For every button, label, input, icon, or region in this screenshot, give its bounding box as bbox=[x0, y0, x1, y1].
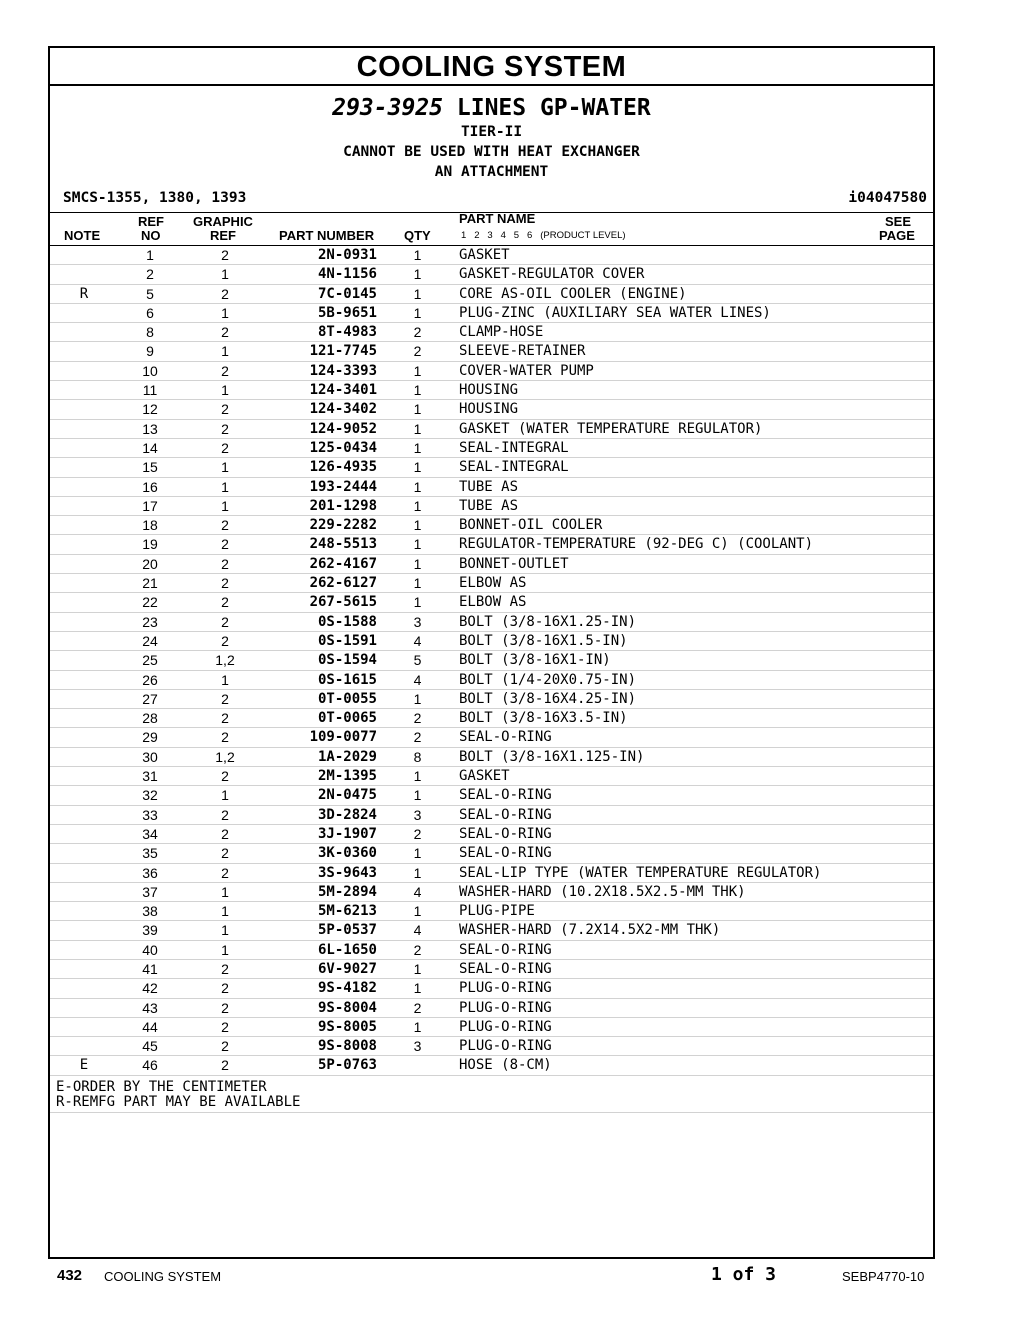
row-part-name: BOLT (3/8-16X1.25-IN) bbox=[459, 613, 637, 630]
row-graphic-ref: 1 bbox=[221, 459, 229, 476]
table-row bbox=[50, 960, 933, 979]
row-part-number: 0T-0055 bbox=[317, 690, 377, 707]
row-qty: 1 bbox=[413, 575, 422, 592]
row-part-number: 0S-1594 bbox=[317, 652, 377, 669]
row-part-name: BOLT (3/8-16X1.125-IN) bbox=[459, 748, 645, 765]
row-ref-no: 34 bbox=[142, 825, 158, 842]
note-e: E-ORDER BY THE CENTIMETER bbox=[56, 1078, 267, 1095]
table-row bbox=[50, 323, 933, 342]
row-part-name: TUBE AS bbox=[459, 478, 519, 495]
table-row bbox=[50, 941, 933, 960]
row-graphic-ref: 1 bbox=[221, 903, 229, 920]
footer-page-number: 432 bbox=[57, 1267, 83, 1284]
row-part-name: GASKET bbox=[459, 768, 510, 785]
row-graphic-ref: 1,2 bbox=[215, 652, 235, 669]
table-row bbox=[50, 864, 933, 883]
row-graphic-ref: 1 bbox=[221, 343, 229, 360]
row-ref-no: 28 bbox=[142, 710, 158, 727]
col-qty: QTY bbox=[404, 228, 431, 243]
row-part-name: ELBOW AS bbox=[459, 594, 527, 611]
row-ref-no: 1 bbox=[146, 247, 154, 263]
row-ref-no: 15 bbox=[142, 459, 158, 476]
table-row bbox=[50, 342, 933, 361]
row-part-name: REGULATOR-TEMPERATURE (92-DEG C) (COOLANT) bbox=[459, 536, 814, 553]
row-part-number: 126-4935 bbox=[309, 459, 377, 476]
table-row bbox=[50, 574, 933, 593]
row-part-number: 262-4167 bbox=[309, 555, 377, 572]
row-qty: 1 bbox=[413, 903, 422, 920]
row-qty: 4 bbox=[413, 632, 422, 649]
row-qty: 1 bbox=[413, 285, 422, 302]
row-part-name: SEAL-INTEGRAL bbox=[459, 459, 569, 476]
row-graphic-ref: 1 bbox=[221, 941, 229, 958]
row-ref-no: 8 bbox=[146, 324, 154, 341]
row-part-number: 9S-8005 bbox=[317, 1018, 377, 1035]
row-graphic-ref: 1,2 bbox=[215, 748, 235, 765]
row-qty: 1 bbox=[413, 960, 422, 977]
row-qty: 2 bbox=[413, 343, 422, 360]
row-ref-no: 5 bbox=[146, 285, 154, 302]
row-qty: 1 bbox=[413, 266, 422, 283]
group-name: LINES GP-WATER bbox=[456, 95, 651, 121]
row-part-name: HOUSING bbox=[459, 401, 519, 418]
row-graphic-ref: 2 bbox=[221, 517, 229, 534]
row-part-number: 124-3393 bbox=[309, 362, 377, 379]
row-part-number: 5P-0537 bbox=[317, 922, 377, 939]
row-part-number: 0S-1591 bbox=[317, 632, 377, 649]
row-ref-no: 29 bbox=[142, 729, 158, 746]
group-title bbox=[50, 94, 933, 122]
table-row bbox=[50, 902, 933, 921]
row-graphic-ref: 2 bbox=[221, 632, 229, 649]
col-note: NOTE bbox=[64, 228, 101, 243]
row-ref-no: 23 bbox=[142, 613, 158, 630]
smcs-line bbox=[50, 188, 933, 212]
table-row bbox=[50, 420, 933, 439]
row-part-name: SEAL-LIP TYPE (WATER TEMPERATURE REGULATOR) bbox=[459, 864, 822, 881]
col-ref-bottom: NO bbox=[141, 228, 161, 243]
row-part-name: GASKET bbox=[459, 247, 510, 263]
page-footer bbox=[0, 1264, 1020, 1290]
section-title: COOLING SYSTEM bbox=[50, 48, 933, 86]
row-part-number: 267-5615 bbox=[309, 594, 377, 611]
row-qty: 2 bbox=[413, 729, 422, 746]
row-qty: 1 bbox=[413, 401, 422, 418]
row-qty: 1 bbox=[413, 459, 422, 476]
table-row bbox=[50, 651, 933, 670]
note-r: R-REMFG PART MAY BE AVAILABLE bbox=[56, 1093, 301, 1110]
row-qty: 3 bbox=[413, 613, 422, 630]
row-part-name: TUBE AS bbox=[459, 497, 519, 514]
row-part-name: WASHER-HARD (10.2X18.5X2.5-MM THK) bbox=[459, 883, 746, 900]
table-row bbox=[50, 690, 933, 709]
row-qty: 1 bbox=[413, 594, 422, 611]
row-qty: 1 bbox=[413, 1018, 422, 1035]
row-graphic-ref: 2 bbox=[221, 768, 229, 785]
footer-doc-id: SEBP4770-10 bbox=[842, 1269, 925, 1284]
row-part-name: SEAL-O-RING bbox=[459, 960, 552, 977]
row-note: R bbox=[79, 285, 89, 302]
row-part-name: CORE AS-OIL COOLER (ENGINE) bbox=[459, 285, 687, 302]
row-graphic-ref: 2 bbox=[221, 825, 229, 842]
row-qty: 1 bbox=[413, 382, 422, 399]
row-ref-no: 36 bbox=[142, 864, 158, 881]
row-part-number: 193-2444 bbox=[309, 478, 377, 495]
row-part-number: 1A-2029 bbox=[317, 748, 377, 765]
table-row bbox=[50, 767, 933, 786]
table-row bbox=[50, 883, 933, 902]
row-part-number: 0S-1588 bbox=[317, 613, 377, 630]
row-qty: 2 bbox=[413, 324, 422, 341]
row-ref-no: 45 bbox=[142, 1038, 158, 1055]
row-part-number: 121-7745 bbox=[309, 343, 377, 360]
row-part-name: BONNET-OIL COOLER bbox=[459, 517, 603, 534]
group-subtitle: TIER-II bbox=[460, 124, 523, 140]
row-graphic-ref: 2 bbox=[221, 845, 229, 862]
row-part-name: HOUSING bbox=[459, 382, 519, 399]
row-part-name: GASKET (WATER TEMPERATURE REGULATOR) bbox=[459, 420, 763, 437]
row-ref-no: 33 bbox=[142, 806, 158, 823]
col-see-bottom: PAGE bbox=[879, 228, 915, 243]
row-part-number: 109-0077 bbox=[309, 729, 377, 746]
row-part-name: BOLT (1/4-20X0.75-IN) bbox=[459, 671, 637, 688]
row-qty: 1 bbox=[413, 845, 422, 862]
row-part-number: 5M-6213 bbox=[317, 903, 377, 920]
table-row bbox=[50, 535, 933, 554]
group-header bbox=[50, 94, 933, 182]
row-qty: 1 bbox=[413, 536, 422, 553]
row-graphic-ref: 1 bbox=[221, 478, 229, 495]
row-part-number: 9S-4182 bbox=[317, 980, 377, 997]
row-graphic-ref: 1 bbox=[221, 382, 229, 399]
row-graphic-ref: 2 bbox=[221, 575, 229, 592]
row-ref-no: 40 bbox=[142, 941, 158, 958]
row-qty: 4 bbox=[413, 922, 422, 939]
row-qty: 1 bbox=[413, 517, 422, 534]
row-note: E bbox=[79, 1057, 89, 1074]
row-graphic-ref: 2 bbox=[221, 864, 229, 881]
row-part-number: 2M-1395 bbox=[317, 768, 377, 785]
row-part-name: SEAL-INTEGRAL bbox=[459, 439, 569, 456]
row-part-name: SEAL-O-RING bbox=[459, 825, 552, 842]
col-product-level: 1 2 3 4 5 6 (PRODUCT LEVEL) bbox=[461, 230, 626, 241]
table-row bbox=[50, 825, 933, 844]
row-graphic-ref: 2 bbox=[221, 980, 229, 997]
row-part-name: WASHER-HARD (7.2X14.5X2-MM THK) bbox=[459, 922, 721, 939]
row-ref-no: 20 bbox=[142, 555, 158, 572]
row-ref-no: 13 bbox=[142, 420, 158, 437]
row-qty: 8 bbox=[413, 748, 422, 765]
row-graphic-ref: 2 bbox=[221, 613, 229, 630]
row-graphic-ref: 1 bbox=[221, 787, 229, 804]
row-ref-no: 42 bbox=[142, 980, 158, 997]
row-graphic-ref: 2 bbox=[221, 806, 229, 823]
row-part-name: SEAL-O-RING bbox=[459, 845, 552, 862]
row-graphic-ref: 1 bbox=[221, 304, 229, 321]
row-ref-no: 31 bbox=[142, 768, 158, 785]
table-row bbox=[50, 709, 933, 728]
row-ref-no: 12 bbox=[142, 401, 158, 418]
row-part-name: PLUG-PIPE bbox=[459, 903, 535, 920]
row-graphic-ref: 2 bbox=[221, 555, 229, 572]
table-row bbox=[50, 458, 933, 477]
row-part-number: 7C-0145 bbox=[317, 285, 377, 302]
row-qty: 1 bbox=[413, 247, 422, 263]
row-ref-no: 10 bbox=[142, 362, 158, 379]
table-row bbox=[50, 497, 933, 516]
row-part-name: PLUG-ZINC (AUXILIARY SEA WATER LINES) bbox=[459, 304, 771, 321]
row-ref-no: 18 bbox=[142, 517, 158, 534]
row-ref-no: 30 bbox=[142, 748, 158, 765]
table-row bbox=[50, 593, 933, 612]
table-row bbox=[50, 844, 933, 863]
table-row bbox=[50, 304, 933, 323]
row-qty: 1 bbox=[413, 980, 422, 997]
row-part-number: 6V-9027 bbox=[317, 960, 377, 977]
row-qty: 4 bbox=[413, 671, 422, 688]
row-qty: 3 bbox=[413, 806, 422, 823]
group-part-number: 293-3925 bbox=[332, 95, 444, 121]
col-see-top: SEE bbox=[885, 214, 912, 229]
row-ref-no: 39 bbox=[142, 922, 158, 939]
table-row bbox=[50, 748, 933, 767]
row-part-number: 3D-2824 bbox=[317, 806, 377, 823]
row-part-name: BOLT (3/8-16X1.5-IN) bbox=[459, 632, 628, 649]
table-row bbox=[50, 806, 933, 825]
row-qty: 1 bbox=[413, 439, 422, 456]
row-qty: 1 bbox=[413, 787, 422, 804]
row-graphic-ref: 1 bbox=[221, 266, 229, 283]
row-ref-no: 26 bbox=[142, 671, 158, 688]
table-row bbox=[50, 632, 933, 651]
table-row bbox=[50, 786, 933, 805]
row-graphic-ref: 2 bbox=[221, 362, 229, 379]
col-graphic-top: GRAPHIC bbox=[193, 214, 253, 229]
row-part-number: 0T-0065 bbox=[317, 710, 377, 727]
row-qty: 1 bbox=[413, 420, 422, 437]
row-part-number: 9S-8004 bbox=[317, 999, 377, 1016]
row-part-number: 229-2282 bbox=[309, 517, 377, 534]
table-row bbox=[50, 1056, 933, 1075]
row-ref-no: 24 bbox=[142, 632, 158, 649]
row-part-name: SEAL-O-RING bbox=[459, 729, 552, 746]
notes-block bbox=[50, 1076, 933, 1113]
row-part-name: BOLT (3/8-16X4.25-IN) bbox=[459, 690, 637, 707]
col-part-name: PART NAME bbox=[459, 211, 536, 226]
parts-table-body bbox=[50, 246, 933, 1076]
row-qty: 1 bbox=[413, 864, 422, 881]
row-graphic-ref: 2 bbox=[221, 1038, 229, 1055]
table-row bbox=[50, 285, 933, 304]
row-graphic-ref: 2 bbox=[221, 1018, 229, 1035]
row-part-number: 2N-0931 bbox=[317, 247, 377, 263]
row-part-number: 124-9052 bbox=[309, 420, 377, 437]
row-qty: 5 bbox=[413, 652, 422, 669]
table-row bbox=[50, 1018, 933, 1037]
illustration-id: i04047580 bbox=[848, 190, 927, 206]
row-qty: 2 bbox=[413, 825, 422, 842]
row-graphic-ref: 2 bbox=[221, 536, 229, 553]
row-ref-no: 41 bbox=[142, 960, 158, 977]
row-part-name: BONNET-OUTLET bbox=[459, 555, 569, 572]
row-part-name: BOLT (3/8-16X3.5-IN) bbox=[459, 710, 628, 727]
row-part-name: HOSE (8-CM) bbox=[459, 1057, 552, 1074]
row-ref-no: 37 bbox=[142, 883, 158, 900]
row-qty: 1 bbox=[413, 768, 422, 785]
footer-section: COOLING SYSTEM bbox=[104, 1269, 222, 1284]
row-part-name: SEAL-O-RING bbox=[459, 787, 552, 804]
row-graphic-ref: 2 bbox=[221, 420, 229, 437]
row-part-name: COVER-WATER PUMP bbox=[459, 362, 594, 379]
row-graphic-ref: 2 bbox=[221, 594, 229, 611]
row-graphic-ref: 2 bbox=[221, 285, 229, 302]
smcs-codes: SMCS-1355, 1380, 1393 bbox=[63, 190, 247, 206]
row-part-name: ELBOW AS bbox=[459, 575, 527, 592]
group-subtitle: AN ATTACHMENT bbox=[434, 164, 549, 180]
table-row bbox=[50, 999, 933, 1018]
row-part-number: 248-5513 bbox=[309, 536, 377, 553]
row-ref-no: 14 bbox=[142, 439, 158, 456]
row-part-name: SEAL-O-RING bbox=[459, 806, 552, 823]
row-qty: 1 bbox=[413, 690, 422, 707]
row-ref-no: 2 bbox=[146, 266, 154, 283]
row-part-number: 262-6127 bbox=[309, 575, 377, 592]
row-graphic-ref: 2 bbox=[221, 999, 229, 1016]
row-part-number: 0S-1615 bbox=[317, 671, 377, 688]
row-graphic-ref: 2 bbox=[221, 324, 229, 341]
row-graphic-ref: 2 bbox=[221, 960, 229, 977]
row-part-number: 5B-9651 bbox=[317, 304, 377, 321]
row-part-name: SEAL-O-RING bbox=[459, 941, 552, 958]
row-graphic-ref: 2 bbox=[221, 401, 229, 418]
row-ref-no: 9 bbox=[146, 343, 154, 360]
row-part-number: 3J-1907 bbox=[317, 825, 377, 842]
table-row bbox=[50, 516, 933, 535]
row-ref-no: 35 bbox=[142, 845, 158, 862]
row-part-number: 124-3401 bbox=[309, 382, 377, 399]
col-ref-top: REF bbox=[138, 214, 164, 229]
table-row bbox=[50, 265, 933, 284]
row-graphic-ref: 2 bbox=[221, 439, 229, 456]
row-ref-no: 22 bbox=[142, 594, 158, 611]
table-row bbox=[50, 439, 933, 458]
table-row bbox=[50, 246, 933, 265]
row-graphic-ref: 2 bbox=[221, 729, 229, 746]
row-graphic-ref: 1 bbox=[221, 883, 229, 900]
row-part-number: 124-3402 bbox=[309, 401, 377, 418]
row-qty: 2 bbox=[413, 941, 422, 958]
row-qty: 3 bbox=[413, 1038, 422, 1055]
row-graphic-ref: 1 bbox=[221, 497, 229, 514]
row-part-number: 6L-1650 bbox=[317, 941, 377, 958]
row-part-name: CLAMP-HOSE bbox=[459, 324, 544, 341]
row-ref-no: 44 bbox=[142, 1018, 158, 1035]
row-qty: 1 bbox=[413, 304, 422, 321]
row-graphic-ref: 2 bbox=[221, 247, 229, 263]
row-ref-no: 46 bbox=[142, 1057, 158, 1074]
table-row bbox=[50, 400, 933, 419]
row-part-number: 8T-4983 bbox=[317, 324, 377, 341]
row-part-name: PLUG-O-RING bbox=[459, 980, 552, 997]
row-ref-no: 32 bbox=[142, 787, 158, 804]
row-part-number: 3S-9643 bbox=[317, 864, 377, 881]
table-row bbox=[50, 555, 933, 574]
table-row bbox=[50, 362, 933, 381]
row-graphic-ref: 2 bbox=[221, 710, 229, 727]
row-part-number: 2N-0475 bbox=[317, 787, 377, 804]
row-part-name: SLEEVE-RETAINER bbox=[459, 343, 586, 360]
row-part-number: 4N-1156 bbox=[317, 266, 377, 283]
row-ref-no: 43 bbox=[142, 999, 158, 1016]
table-row bbox=[50, 478, 933, 497]
row-part-number: 5M-2894 bbox=[317, 883, 377, 900]
table-row bbox=[50, 728, 933, 747]
row-ref-no: 38 bbox=[142, 903, 158, 920]
table-row bbox=[50, 979, 933, 998]
row-qty: 1 bbox=[413, 555, 422, 572]
row-qty: 2 bbox=[413, 710, 422, 727]
table-header bbox=[50, 212, 933, 246]
row-graphic-ref: 2 bbox=[221, 1057, 229, 1074]
row-part-number: 5P-0763 bbox=[317, 1057, 377, 1074]
table-row bbox=[50, 381, 933, 400]
row-ref-no: 19 bbox=[142, 536, 158, 553]
row-part-number: 9S-8008 bbox=[317, 1038, 377, 1055]
row-part-name: PLUG-O-RING bbox=[459, 1018, 552, 1035]
row-part-name: PLUG-O-RING bbox=[459, 999, 552, 1016]
row-ref-no: 25 bbox=[142, 652, 158, 669]
footer-page-of: 1 of 3 bbox=[711, 1264, 777, 1285]
group-subtitle: CANNOT BE USED WITH HEAT EXCHANGER bbox=[343, 144, 640, 160]
row-qty: 2 bbox=[413, 999, 422, 1016]
row-graphic-ref: 2 bbox=[221, 690, 229, 707]
table-row bbox=[50, 671, 933, 690]
row-qty: 1 bbox=[413, 362, 422, 379]
row-graphic-ref: 1 bbox=[221, 671, 229, 688]
col-graphic-bottom: REF bbox=[210, 228, 236, 243]
row-part-number: 125-0434 bbox=[309, 439, 377, 456]
row-ref-no: 16 bbox=[142, 478, 158, 495]
row-ref-no: 27 bbox=[142, 690, 158, 707]
page-frame bbox=[48, 46, 935, 1259]
row-graphic-ref: 1 bbox=[221, 922, 229, 939]
row-part-number: 201-1298 bbox=[309, 497, 377, 514]
row-qty: 4 bbox=[413, 883, 422, 900]
row-part-number: 3K-0360 bbox=[317, 845, 377, 862]
row-ref-no: 21 bbox=[142, 575, 158, 592]
table-row bbox=[50, 1037, 933, 1056]
row-ref-no: 11 bbox=[142, 382, 158, 399]
row-ref-no: 17 bbox=[142, 497, 158, 514]
col-part-number: PART NUMBER bbox=[279, 228, 375, 243]
row-qty: 1 bbox=[413, 497, 422, 514]
table-row bbox=[50, 613, 933, 632]
row-part-name: BOLT (3/8-16X1-IN) bbox=[459, 652, 611, 669]
row-part-name: PLUG-O-RING bbox=[459, 1038, 552, 1055]
table-row bbox=[50, 921, 933, 940]
row-ref-no: 6 bbox=[146, 304, 154, 321]
row-part-name: GASKET-REGULATOR COVER bbox=[459, 266, 645, 283]
row-qty: 1 bbox=[413, 478, 422, 495]
